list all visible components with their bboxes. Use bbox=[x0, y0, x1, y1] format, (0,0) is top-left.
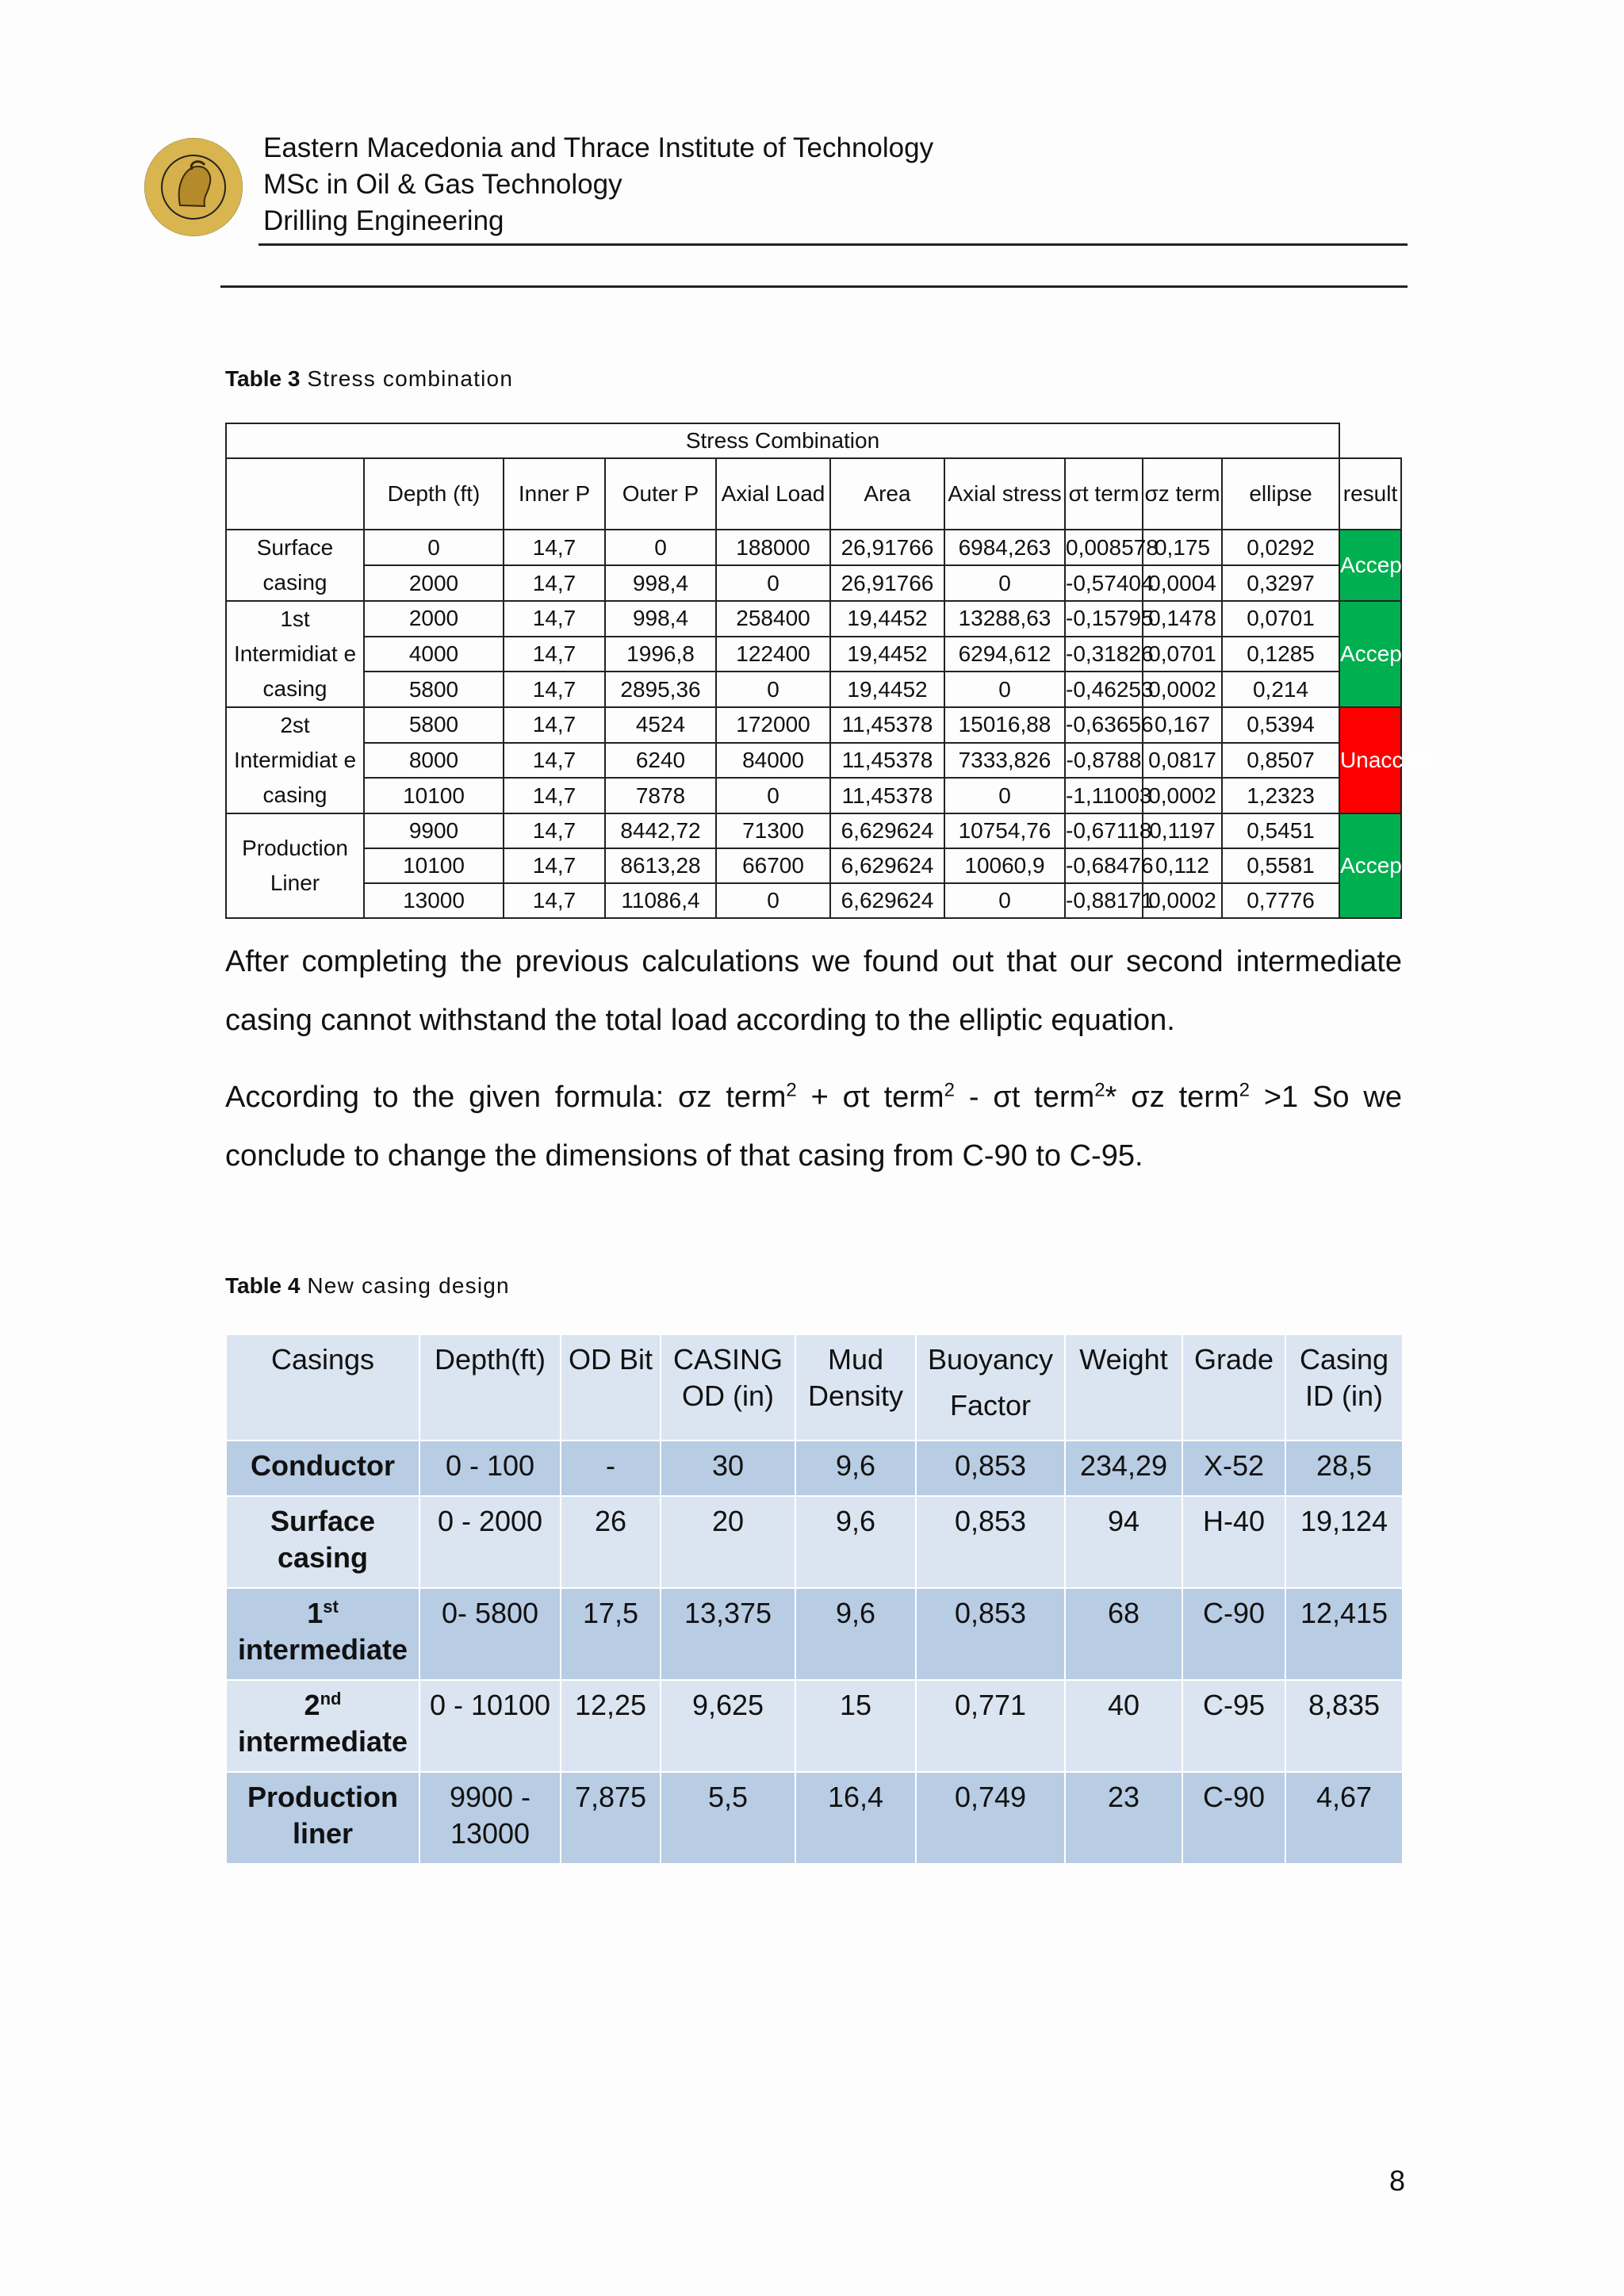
table3-cell: 8442,72 bbox=[605, 813, 716, 848]
table3-group-name: 1st Intermidiat e casing bbox=[226, 601, 364, 707]
paragraph-conclusion: After completing the previous calculations we found out that our second intermediate casing cannot withstand the total load according to the elliptic equation. bbox=[225, 945, 1402, 1037]
table4-cell: 17,5 bbox=[561, 1588, 661, 1680]
table3-cell: 7878 bbox=[605, 778, 716, 813]
table3-cell: 6,629624 bbox=[830, 883, 944, 918]
alexander-head-icon bbox=[144, 138, 243, 236]
formula-text-4: * σz term bbox=[1105, 1081, 1239, 1114]
table3-cell: 0,1197 bbox=[1143, 813, 1222, 848]
table4-cell: 19,124 bbox=[1285, 1496, 1403, 1588]
table3-cell: 14,7 bbox=[504, 883, 605, 918]
table3-cell: 0,0292 bbox=[1222, 530, 1339, 565]
table3-cell: 10100 bbox=[364, 848, 504, 883]
table3-cell: 26,91766 bbox=[830, 565, 944, 601]
table3-cell: 10060,9 bbox=[944, 848, 1065, 883]
table3-cell: 14,7 bbox=[504, 637, 605, 672]
superscript: 2 bbox=[786, 1079, 797, 1101]
paragraph-formula bbox=[225, 1068, 1402, 1185]
table3-cell: 9900 bbox=[364, 813, 504, 848]
table3-cell: 0 bbox=[716, 672, 830, 707]
table4-cell: 9,625 bbox=[661, 1680, 795, 1772]
table4-cell: 9,6 bbox=[795, 1496, 916, 1588]
table3-cell: 0,0701 bbox=[1143, 637, 1222, 672]
table4-cell: 9,6 bbox=[795, 1441, 916, 1496]
table3-cell: 0,5394 bbox=[1222, 707, 1339, 743]
table3-cell: 0,0002 bbox=[1143, 672, 1222, 707]
table4-header-odbit: OD Bit bbox=[561, 1334, 661, 1441]
header-rule bbox=[259, 243, 1408, 246]
table3-cell: 14,7 bbox=[504, 707, 605, 743]
table4-cell: 13,375 bbox=[661, 1588, 795, 1680]
table4-cell: 0,771 bbox=[916, 1680, 1065, 1772]
superscript: 2 bbox=[1094, 1079, 1105, 1101]
table3-cell: 6,629624 bbox=[830, 848, 944, 883]
table3-cell: 122400 bbox=[716, 637, 830, 672]
casing-name-sup: nd bbox=[320, 1689, 342, 1709]
table3-cell: 2895,36 bbox=[605, 672, 716, 707]
table3-header-cell: Depth (ft) bbox=[364, 458, 504, 530]
table4-cell: 15 bbox=[795, 1680, 916, 1772]
table3-group-name: Production Liner bbox=[226, 813, 364, 918]
table4-cell: H-40 bbox=[1182, 1496, 1285, 1588]
table3-cell: 0,1285 bbox=[1222, 637, 1339, 672]
table3-header-cell: σt term bbox=[1065, 458, 1143, 530]
table3-cell: 0 bbox=[944, 778, 1065, 813]
table3-cell: -0,15795 bbox=[1065, 601, 1143, 637]
table4-header-casing-od: CASING OD (in) bbox=[661, 1334, 795, 1441]
table4-cell: 9,6 bbox=[795, 1588, 916, 1680]
table4-caption-text: New casing design bbox=[300, 1273, 510, 1298]
table4-cell: 0 - 10100 bbox=[419, 1680, 561, 1772]
table3-cell: -0,8788 bbox=[1065, 743, 1143, 779]
table3-cell: -0,68476 bbox=[1065, 848, 1143, 883]
table3-cell: 8000 bbox=[364, 743, 504, 779]
table4-caption bbox=[225, 1273, 510, 1299]
table3-cell: -1,11003 bbox=[1065, 778, 1143, 813]
table3-cell: -0,31826 bbox=[1065, 637, 1143, 672]
table3-cell: 0 bbox=[944, 672, 1065, 707]
table3-header-cell: σz term bbox=[1143, 458, 1222, 530]
table3-cell: -0,46253 bbox=[1065, 672, 1143, 707]
table4-cell: 0 - 2000 bbox=[419, 1496, 561, 1588]
table3-cell: 0,112 bbox=[1143, 848, 1222, 883]
table3-cell: 0,167 bbox=[1143, 707, 1222, 743]
table3-cell: 258400 bbox=[716, 601, 830, 637]
table4-cell: 0,749 bbox=[916, 1772, 1065, 1864]
table4-cell: 40 bbox=[1065, 1680, 1182, 1772]
table4-caption-label: Table 4 bbox=[225, 1273, 301, 1298]
casing-name-text: Conductor bbox=[251, 1449, 395, 1482]
page-number: 8 bbox=[1389, 2164, 1406, 2197]
table3-cell: 0,214 bbox=[1222, 672, 1339, 707]
table3-header-blank bbox=[226, 458, 364, 530]
table3-cell: 26,91766 bbox=[830, 530, 944, 565]
table3-cell: 13288,63 bbox=[944, 601, 1065, 637]
table3-cell: 0,008578 bbox=[1065, 530, 1143, 565]
table3-cell: 0,5451 bbox=[1222, 813, 1339, 848]
table3-cell: -0,88171 bbox=[1065, 883, 1143, 918]
table3-cell: 11086,4 bbox=[605, 883, 716, 918]
table3-cell: 0 bbox=[364, 530, 504, 565]
table3-cell: 0,0002 bbox=[1143, 883, 1222, 918]
table3-caption-text: Stress combination bbox=[300, 366, 514, 391]
table3-cell: 0,0817 bbox=[1143, 743, 1222, 779]
table4-header-mud-density: Mud Density bbox=[795, 1334, 916, 1441]
table3-cell: -0,67118 bbox=[1065, 813, 1143, 848]
table3-cell: 11,45378 bbox=[830, 778, 944, 813]
table3-cell: 7333,826 bbox=[944, 743, 1065, 779]
table4-header-casing-id: Casing ID (in) bbox=[1285, 1334, 1403, 1441]
table4-casing-name bbox=[226, 1588, 419, 1680]
formula-text-1: According to the given formula: σz term bbox=[225, 1081, 787, 1114]
table3-cell: 0 bbox=[605, 530, 716, 565]
table3-caption-label: Table 3 bbox=[225, 366, 301, 391]
table4-cell: 9900 - 13000 bbox=[419, 1772, 561, 1864]
table4-cell: 5,5 bbox=[661, 1772, 795, 1864]
table3-cell: 6,629624 bbox=[830, 813, 944, 848]
table3-cell: 0,0004 bbox=[1143, 565, 1222, 601]
table3-cell: 0,3297 bbox=[1222, 565, 1339, 601]
table4-cell: 94 bbox=[1065, 1496, 1182, 1588]
table3-group-name: Surface casing bbox=[226, 530, 364, 601]
table4-cell: 0 - 100 bbox=[419, 1441, 561, 1496]
table4-header-weight: Weight bbox=[1065, 1334, 1182, 1441]
table4-header-buoyancy bbox=[916, 1334, 1065, 1441]
table3-cell: 5800 bbox=[364, 672, 504, 707]
table3-cell: 14,7 bbox=[504, 530, 605, 565]
table3-cell: 1,2323 bbox=[1222, 778, 1339, 813]
casing-name-text-2: intermediate bbox=[237, 1633, 408, 1666]
table3-cell: 6240 bbox=[605, 743, 716, 779]
table3-cell: 15016,88 bbox=[944, 707, 1065, 743]
table4-cell: 20 bbox=[661, 1496, 795, 1588]
table3-cell: 0,175 bbox=[1143, 530, 1222, 565]
table3-cell: 998,4 bbox=[605, 601, 716, 637]
table4-cell: 0,853 bbox=[916, 1496, 1065, 1588]
table3-cell: 0 bbox=[944, 883, 1065, 918]
table4-cell: 12,415 bbox=[1285, 1588, 1403, 1680]
table3-cell: 14,7 bbox=[504, 848, 605, 883]
table3-cell: 6984,263 bbox=[944, 530, 1065, 565]
table3-header-cell: Outer P bbox=[605, 458, 716, 530]
table3-cell: 66700 bbox=[716, 848, 830, 883]
table3-result-badge: Accept bbox=[1339, 601, 1401, 707]
table4-cell: 68 bbox=[1065, 1588, 1182, 1680]
table3-cell: 0 bbox=[716, 565, 830, 601]
table3-header-cell: Inner P bbox=[504, 458, 605, 530]
table3-cell: -0,63656 bbox=[1065, 707, 1143, 743]
table4-cell: 0,853 bbox=[916, 1588, 1065, 1680]
table3-header-cell: ellipse bbox=[1222, 458, 1339, 530]
table3-cell: 6294,612 bbox=[944, 637, 1065, 672]
table3-result-badge: Accept bbox=[1339, 813, 1401, 918]
table3-cell: 14,7 bbox=[504, 672, 605, 707]
table3-cell: 0 bbox=[716, 778, 830, 813]
table4-header-casings: Casings bbox=[226, 1334, 419, 1441]
table4-cell: 7,875 bbox=[561, 1772, 661, 1864]
table3-cell: 19,4452 bbox=[830, 672, 944, 707]
casing-name-text: Surface casing bbox=[270, 1505, 376, 1574]
table4-cell: 0,853 bbox=[916, 1441, 1065, 1496]
table4-cell: 8,835 bbox=[1285, 1680, 1403, 1772]
table4-casing-name bbox=[226, 1441, 419, 1496]
table3-cell: 4000 bbox=[364, 637, 504, 672]
table4-cell: X-52 bbox=[1182, 1441, 1285, 1496]
table3-header-cell: Area bbox=[830, 458, 944, 530]
table3-group-name: 2st Intermidiat e casing bbox=[226, 707, 364, 813]
table3-cell: 998,4 bbox=[605, 565, 716, 601]
table3-cell: 14,7 bbox=[504, 813, 605, 848]
table4-cell: 16,4 bbox=[795, 1772, 916, 1864]
table3-title: Stress Combination bbox=[226, 423, 1339, 458]
table3-cell: 19,4452 bbox=[830, 637, 944, 672]
table4-cell: - bbox=[561, 1441, 661, 1496]
casing-name-text-2: intermediate bbox=[237, 1725, 408, 1758]
table3-cell: 84000 bbox=[716, 743, 830, 779]
stress-combination-table bbox=[225, 423, 1434, 919]
casing-name-text: 2 bbox=[304, 1689, 320, 1721]
table4-cell: C-95 bbox=[1182, 1680, 1285, 1772]
table3-cell: 10100 bbox=[364, 778, 504, 813]
casing-name-text: 1 bbox=[307, 1597, 324, 1629]
table3-header-cell: Axial stress bbox=[944, 458, 1065, 530]
table4-cell: 26 bbox=[561, 1496, 661, 1588]
table3-cell: 14,7 bbox=[504, 743, 605, 779]
formula-text-3: - σt term bbox=[954, 1081, 1095, 1114]
table3-result-badge: Accept bbox=[1339, 530, 1401, 601]
table3-cell: 4524 bbox=[605, 707, 716, 743]
table4-cell: 28,5 bbox=[1285, 1441, 1403, 1496]
table3-cell: 172000 bbox=[716, 707, 830, 743]
table4-cell: 0- 5800 bbox=[419, 1588, 561, 1680]
table4-cell: C-90 bbox=[1182, 1588, 1285, 1680]
table4-casing-name bbox=[226, 1772, 419, 1864]
header-course: Drilling Engineering bbox=[263, 205, 504, 236]
table3-cell: 8613,28 bbox=[605, 848, 716, 883]
header-institute: Eastern Macedonia and Thrace Institute of Technology bbox=[263, 132, 934, 163]
new-casing-design-table bbox=[225, 1334, 1404, 1865]
table4-casing-name bbox=[226, 1496, 419, 1588]
table3-cell: 0,5581 bbox=[1222, 848, 1339, 883]
table4-cell: 30 bbox=[661, 1441, 795, 1496]
table3-cell: 14,7 bbox=[504, 601, 605, 637]
header-rule-lower bbox=[220, 285, 1408, 288]
table4-header-grade: Grade bbox=[1182, 1334, 1285, 1441]
formula-text-2: + σt term bbox=[796, 1081, 944, 1114]
table4-header-depth: Depth(ft) bbox=[419, 1334, 561, 1441]
table3-cell: 14,7 bbox=[504, 778, 605, 813]
table3-cell: 2000 bbox=[364, 601, 504, 637]
table3-result-badge: Unaccept bbox=[1339, 707, 1401, 813]
table3-header-cell: result bbox=[1339, 458, 1401, 530]
casing-name-sup: st bbox=[323, 1597, 339, 1617]
table3-cell: 5800 bbox=[364, 707, 504, 743]
formula-text-5: >1 So we conclude to change the dimensions of that casing from C-90 to C-95. bbox=[225, 1081, 1403, 1173]
table4-cell: 12,25 bbox=[561, 1680, 661, 1772]
buoyancy-label: Buoyancy bbox=[927, 1343, 1054, 1376]
table3-cell: 10754,76 bbox=[944, 813, 1065, 848]
institute-logo bbox=[144, 138, 243, 236]
table3-cell: 11,45378 bbox=[830, 707, 944, 743]
table4-cell: 234,29 bbox=[1065, 1441, 1182, 1496]
table3-cell: 0,8507 bbox=[1222, 743, 1339, 779]
table3-header-cell: Axial Load bbox=[716, 458, 830, 530]
table3-cell: 19,4452 bbox=[830, 601, 944, 637]
table3-cell: 1996,8 bbox=[605, 637, 716, 672]
table3-cell: 71300 bbox=[716, 813, 830, 848]
table3-cell: 13000 bbox=[364, 883, 504, 918]
table3-cell: 0,0002 bbox=[1143, 778, 1222, 813]
factor-label: Factor bbox=[949, 1389, 1032, 1422]
table4-cell: 23 bbox=[1065, 1772, 1182, 1864]
superscript: 2 bbox=[1239, 1079, 1250, 1101]
table3-cell: -0,57404 bbox=[1065, 565, 1143, 601]
table3-cell: 0 bbox=[944, 565, 1065, 601]
table3-cell: 14,7 bbox=[504, 565, 605, 601]
header-program: MSc in Oil & Gas Technology bbox=[263, 169, 622, 200]
table3-cell: 0,1478 bbox=[1143, 601, 1222, 637]
casing-name-text: Production liner bbox=[247, 1781, 398, 1850]
table4-cell: C-90 bbox=[1182, 1772, 1285, 1864]
table3-cell: 2000 bbox=[364, 565, 504, 601]
table3-cell: 11,45378 bbox=[830, 743, 944, 779]
table3-cell: 0 bbox=[716, 883, 830, 918]
table3-cell: 0,7776 bbox=[1222, 883, 1339, 918]
table4-cell: 4,67 bbox=[1285, 1772, 1403, 1864]
superscript: 2 bbox=[944, 1079, 955, 1101]
table3-cell: 0,0701 bbox=[1222, 601, 1339, 637]
table4-casing-name bbox=[226, 1680, 419, 1772]
table3-caption bbox=[225, 366, 513, 392]
table3-cell: 188000 bbox=[716, 530, 830, 565]
